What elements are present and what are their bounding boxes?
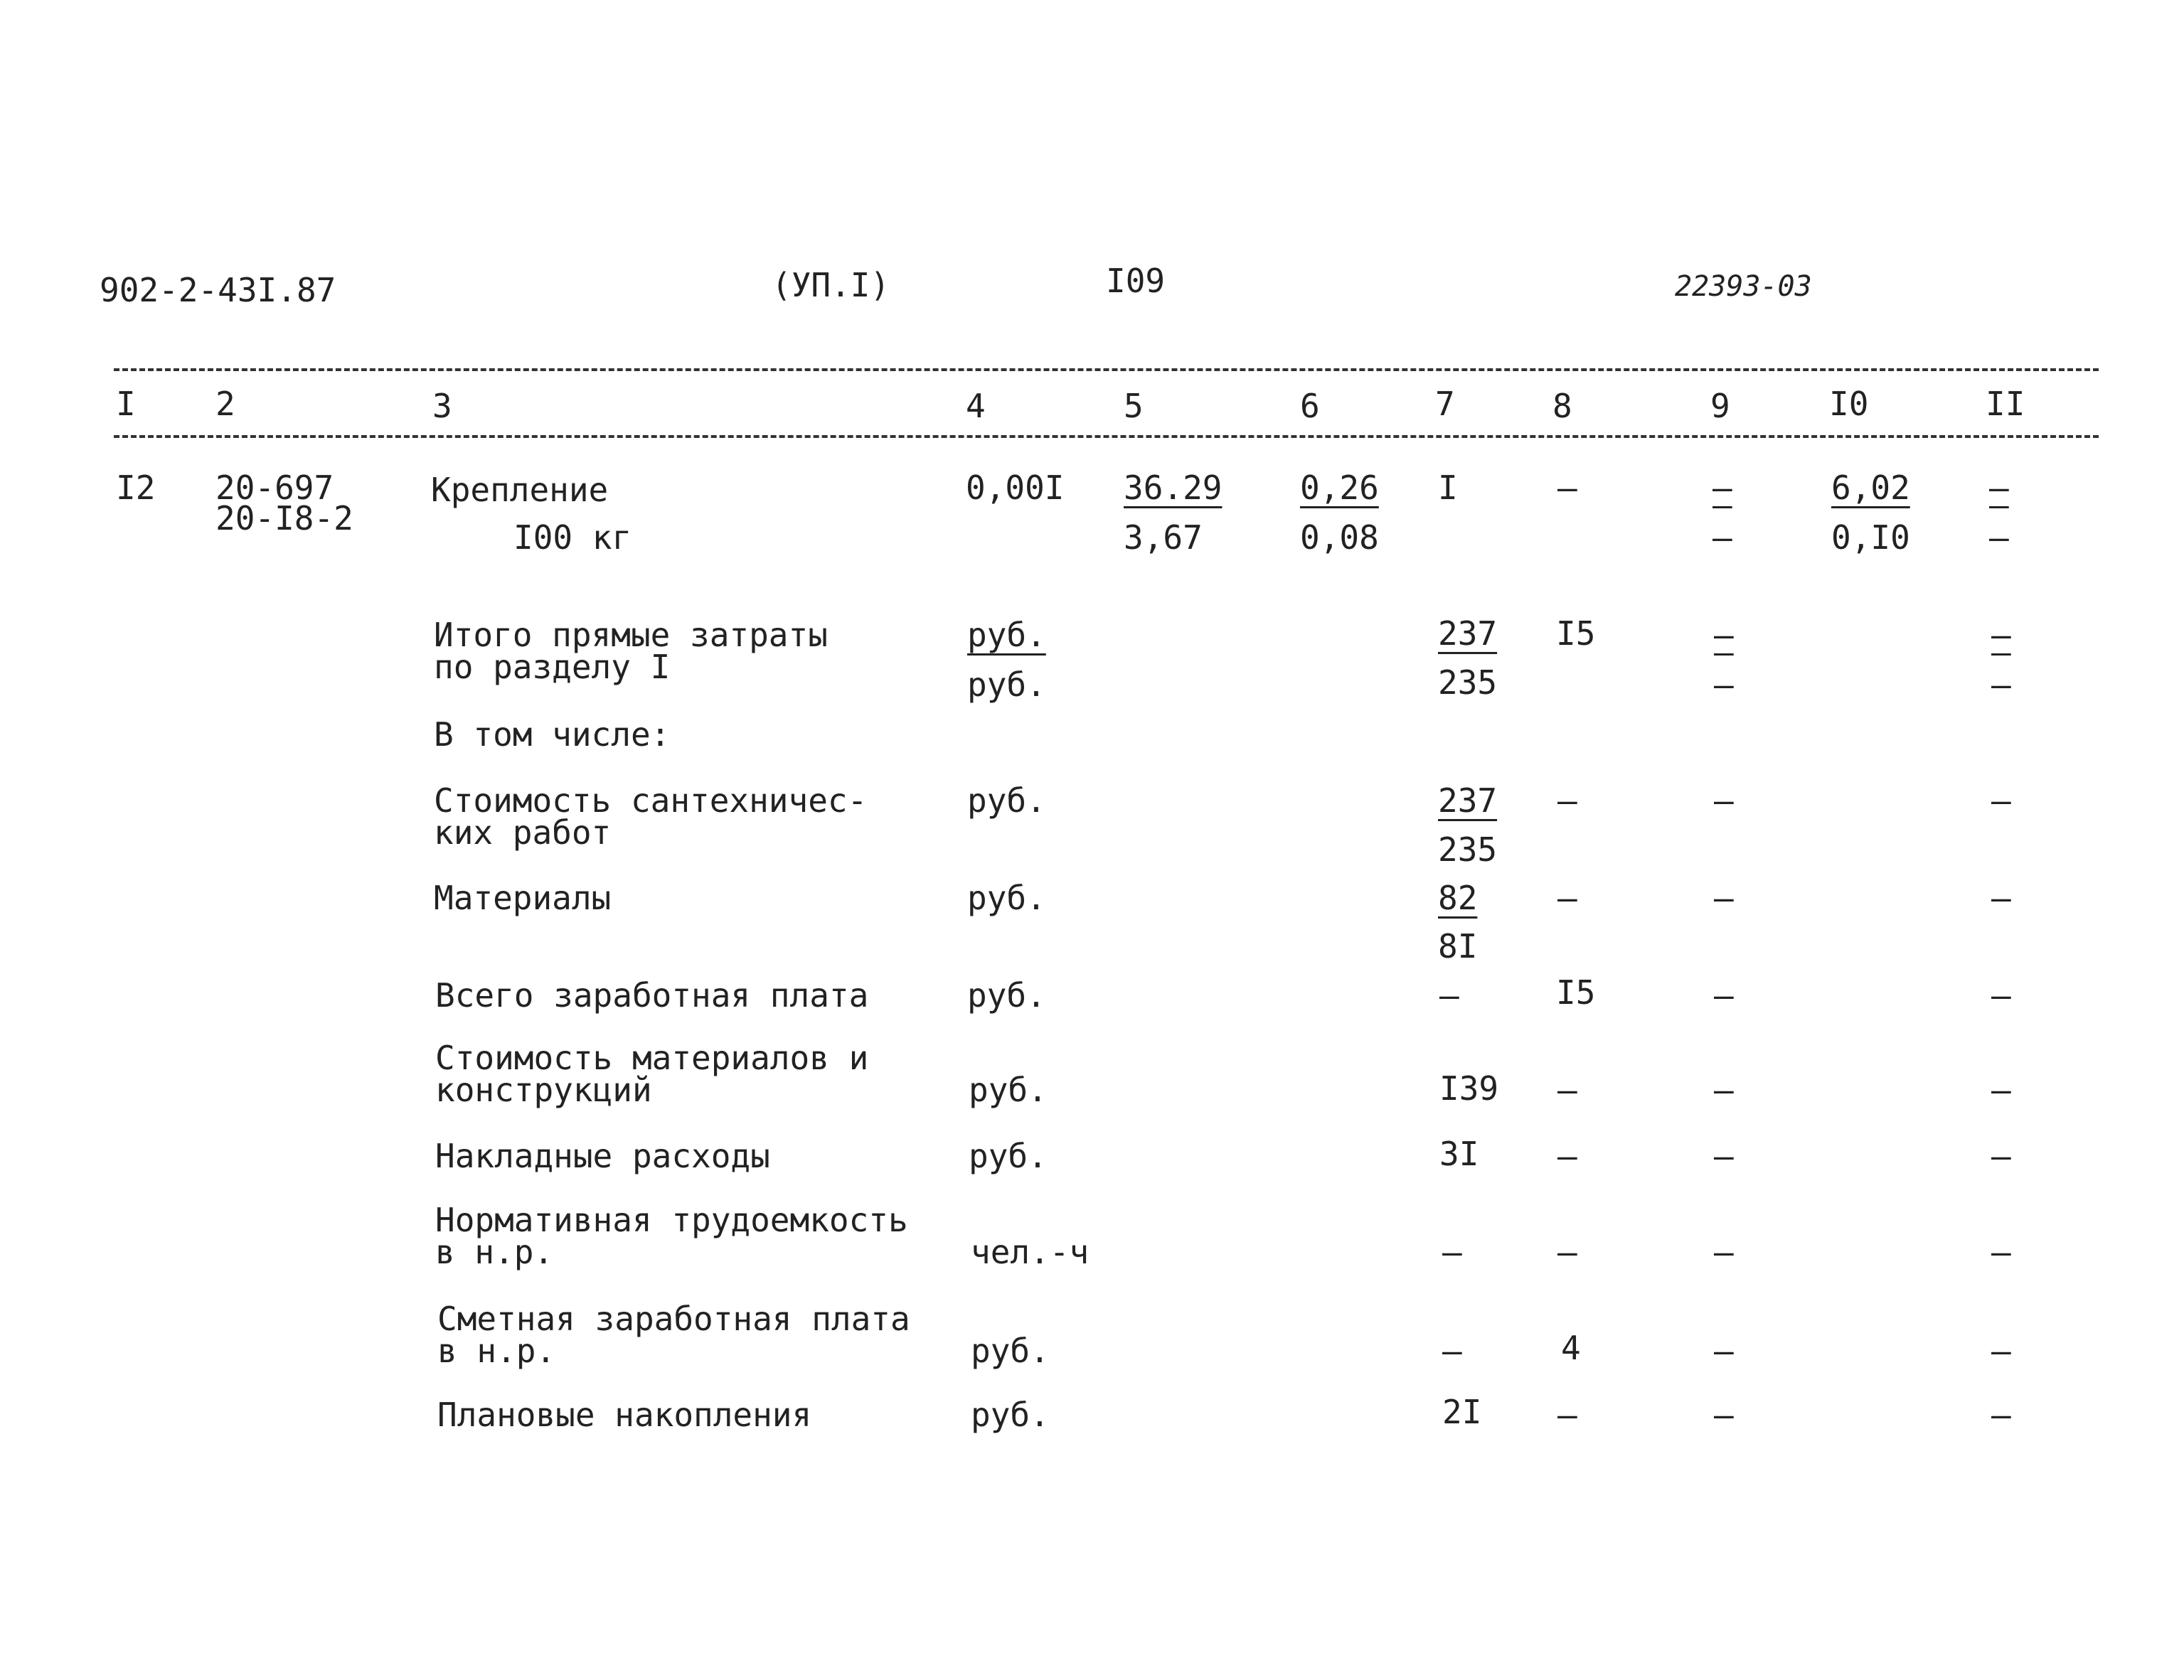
row-name-line1: Накладные расходы: [435, 1137, 770, 1175]
row-name-line1: Нормативная трудоемкость: [435, 1201, 908, 1239]
item-col9-top: –: [1712, 469, 1732, 507]
row-name-line2: конструкций: [435, 1071, 652, 1109]
item-quantity: 0,00I: [966, 469, 1065, 507]
totals-col7-bottom: 235: [1438, 663, 1498, 702]
totals-col11-bottom: –: [1991, 665, 2011, 704]
row-col7: I39: [1439, 1069, 1499, 1108]
item-name: Крепление: [431, 471, 609, 509]
header-rule-top: [114, 368, 2099, 371]
section-label: (УП.I): [772, 266, 890, 304]
row-col11: –: [1991, 976, 2011, 1015]
row-col7: –: [1442, 1332, 1462, 1370]
row-col7: 3I: [1439, 1135, 1479, 1173]
row-col7: 2I: [1442, 1393, 1482, 1431]
row-name-line1: Стоимость сантехничес-: [434, 781, 868, 820]
row-unit: руб.: [967, 879, 1046, 917]
row-col11: –: [1991, 1137, 2011, 1175]
col-header-1: I: [116, 385, 136, 423]
archive-stamp: 22393-03: [1675, 270, 1812, 303]
col-header-6: 6: [1300, 387, 1320, 425]
row-col7: 82: [1438, 879, 1478, 917]
totals-name-line2: по разделу I: [434, 648, 671, 686]
totals-unit-bottom: руб.: [967, 665, 1046, 704]
totals-col7-top: 237: [1438, 614, 1498, 653]
row-col11: –: [1991, 1233, 2011, 1271]
totals-unit-top: руб.: [967, 616, 1046, 654]
row-name-line2: в н.р.: [437, 1332, 556, 1370]
item-number: I2: [116, 469, 156, 507]
row-unit: руб.: [971, 1396, 1050, 1434]
row-col9: –: [1714, 976, 1734, 1015]
col-header-3: 3: [432, 387, 452, 425]
page-number: I09: [1106, 262, 1166, 300]
item-col5-total: 36.29: [1124, 469, 1222, 507]
row-col11: –: [1991, 1396, 2011, 1434]
including-label: В том числе:: [434, 715, 671, 754]
row-col7: 237: [1438, 781, 1498, 820]
row-col8: –: [1557, 1071, 1577, 1109]
row-col7-bottom: 8I: [1438, 927, 1478, 965]
row-name-line2: ких работ: [434, 813, 612, 852]
doc-code: 902-2-43I.87: [100, 271, 336, 309]
col-header-5: 5: [1124, 387, 1144, 425]
row-col7: –: [1439, 976, 1459, 1015]
item-code-2: 20-I8-2: [215, 499, 353, 537]
row-unit: руб.: [969, 1071, 1048, 1109]
row-name-line1: Всего заработная плата: [435, 976, 869, 1015]
item-col6-total: 0,26: [1300, 469, 1379, 507]
row-name-line2: в н.р.: [435, 1233, 554, 1271]
col-header-10: I0: [1829, 385, 1869, 423]
totals-col11-top: –: [1991, 616, 2011, 654]
row-col8: –: [1557, 1233, 1577, 1271]
item-col9-bot: –: [1712, 518, 1732, 557]
row-col11: –: [1991, 1332, 2011, 1370]
totals-col9-bottom: –: [1714, 665, 1734, 704]
row-unit: руб.: [967, 976, 1046, 1015]
row-name-line1: Стоимость материалов и: [435, 1039, 869, 1077]
row-col8: –: [1557, 879, 1577, 917]
item-col5-wage: 3,67: [1124, 518, 1203, 557]
item-unit: I00 кг: [513, 518, 632, 557]
col-header-7: 7: [1435, 385, 1455, 423]
row-col9: –: [1714, 781, 1734, 820]
item-col11-bot: –: [1989, 518, 2009, 557]
col-header-11: II: [1986, 385, 2025, 423]
row-col11: –: [1991, 879, 2011, 917]
row-col8: –: [1557, 781, 1577, 820]
row-col9: –: [1714, 1071, 1734, 1109]
totals-name-line1: Итого прямые затраты: [434, 616, 828, 654]
totals-col9-top: –: [1714, 616, 1734, 654]
row-unit: руб.: [967, 781, 1046, 820]
row-col11: –: [1991, 781, 2011, 820]
row-col7-bottom: 235: [1438, 830, 1498, 869]
row-col9: –: [1714, 1233, 1734, 1271]
row-name-line1: Сметная заработная плата: [437, 1300, 910, 1338]
row-col8: I5: [1556, 973, 1596, 1012]
item-col10-total: 6,02: [1831, 469, 1910, 507]
item-code-1: 20-697: [215, 469, 334, 507]
row-col9: –: [1714, 1396, 1734, 1434]
col-header-4: 4: [966, 387, 986, 425]
col-header-9: 9: [1710, 387, 1730, 425]
row-unit: чел.-ч: [971, 1233, 1090, 1271]
row-unit: руб.: [969, 1137, 1048, 1175]
item-col10-wage: 0,I0: [1831, 518, 1910, 557]
row-name-line1: Материалы: [434, 879, 612, 917]
row-col9: –: [1714, 1332, 1734, 1370]
row-col8: –: [1557, 1396, 1577, 1434]
totals-col8: I5: [1556, 614, 1596, 653]
item-col7: I: [1438, 469, 1458, 507]
row-col11: –: [1991, 1071, 2011, 1109]
row-col9: –: [1714, 1137, 1734, 1175]
row-name-line1: Плановые накопления: [437, 1396, 812, 1434]
row-col9: –: [1714, 879, 1734, 917]
row-col8: 4: [1561, 1329, 1581, 1367]
row-col7: –: [1442, 1233, 1462, 1271]
row-col8: –: [1557, 1137, 1577, 1175]
col-header-8: 8: [1552, 387, 1572, 425]
item-col8: –: [1557, 469, 1577, 507]
row-unit: руб.: [971, 1332, 1050, 1370]
col-header-2: 2: [215, 385, 235, 423]
header-rule-bottom: [114, 435, 2099, 438]
item-col6-wage: 0,08: [1300, 518, 1379, 557]
item-col11-top: –: [1989, 469, 2009, 507]
